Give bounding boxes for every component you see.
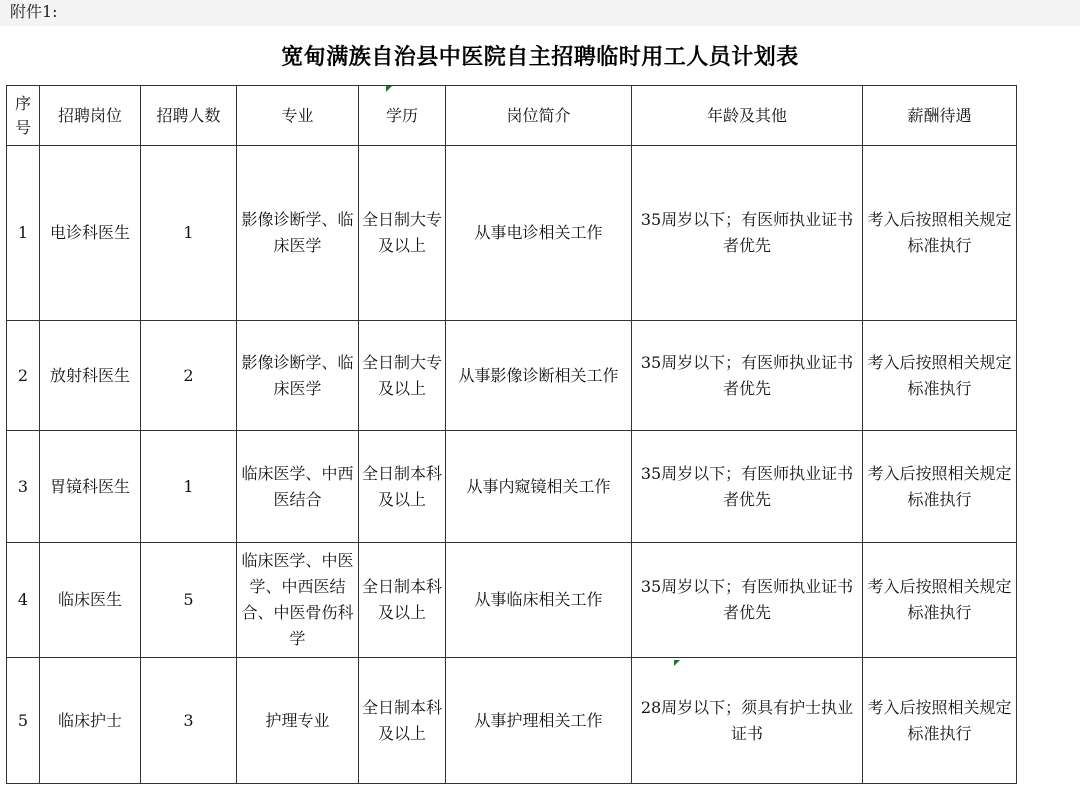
cell-age-other: 35周岁以下；有医师执业证书者优先 [632,146,863,321]
table-row [7,543,1017,658]
cell-major: 护理专业 [237,658,359,784]
header-position: 招聘岗位 [40,86,141,146]
cell-major: 影像诊断学、临床医学 [237,146,359,321]
cell-major: 临床医学、中医学、中西医结合、中医骨伤科学 [237,543,359,658]
cell-age-other: 28周岁以下；须具有护士执业证书 [632,658,863,784]
cell-count: 1 [141,431,237,543]
cell-salary: 考入后按照相关规定标准执行 [863,658,1017,784]
attachment-label: 附件1: [10,2,58,21]
cell-position: 放射科医生 [40,321,141,431]
cell-position: 胃镜科医生 [40,431,141,543]
cell-position: 临床护士 [40,658,141,784]
cell-seq: 5 [7,658,40,784]
header-education: 学历 [359,86,446,146]
cell-seq: 4 [7,543,40,658]
cell-major: 影像诊断学、临床医学 [237,321,359,431]
cell-count: 1 [141,146,237,321]
header-row [7,86,1017,146]
cell-education: 全日制本科及以上 [359,543,446,658]
cell-education: 全日制大专及以上 [359,321,446,431]
cell-age-other: 35周岁以下；有医师执业证书者优先 [632,431,863,543]
cell-count: 5 [141,543,237,658]
cell-salary: 考入后按照相关规定标准执行 [863,543,1017,658]
cell-description: 从事护理相关工作 [446,658,632,784]
cell-description: 从事临床相关工作 [446,543,632,658]
cell-major: 临床医学、中西医结合 [237,431,359,543]
table-row [7,658,1017,784]
header-count: 招聘人数 [141,86,237,146]
table-row [7,146,1017,321]
header-age-other: 年龄及其他 [632,86,863,146]
cell-education: 全日制本科及以上 [359,658,446,784]
cell-description: 从事电诊相关工作 [446,146,632,321]
cell-age-other: 35周岁以下；有医师执业证书者优先 [632,321,863,431]
recruitment-plan-table [6,85,1017,784]
table-row [7,321,1017,431]
cell-salary: 考入后按照相关规定标准执行 [863,146,1017,321]
header-major: 专业 [237,86,359,146]
cell-count: 3 [141,658,237,784]
cell-position: 电诊科医生 [40,146,141,321]
cell-seq: 2 [7,321,40,431]
header-salary: 薪酬待遇 [863,86,1017,146]
header-description: 岗位简介 [446,86,632,146]
table-row [7,431,1017,543]
cell-description: 从事影像诊断相关工作 [446,321,632,431]
cell-comment-marker [674,660,680,666]
cell-comment-marker [386,86,392,92]
header-seq: 序号 [7,86,40,146]
document-title: 宽甸满族自治县中医院自主招聘临时用工人员计划表 [281,44,799,70]
cell-seq: 1 [7,146,40,321]
cell-age-other: 35周岁以下；有医师执业证书者优先 [632,543,863,658]
cell-education: 全日制大专及以上 [359,146,446,321]
cell-salary: 考入后按照相关规定标准执行 [863,321,1017,431]
cell-count: 2 [141,321,237,431]
cell-salary: 考入后按照相关规定标准执行 [863,431,1017,543]
cell-education: 全日制本科及以上 [359,431,446,543]
top-strip [0,0,1080,26]
cell-seq: 3 [7,431,40,543]
cell-position: 临床医生 [40,543,141,658]
cell-description: 从事内窥镜相关工作 [446,431,632,543]
